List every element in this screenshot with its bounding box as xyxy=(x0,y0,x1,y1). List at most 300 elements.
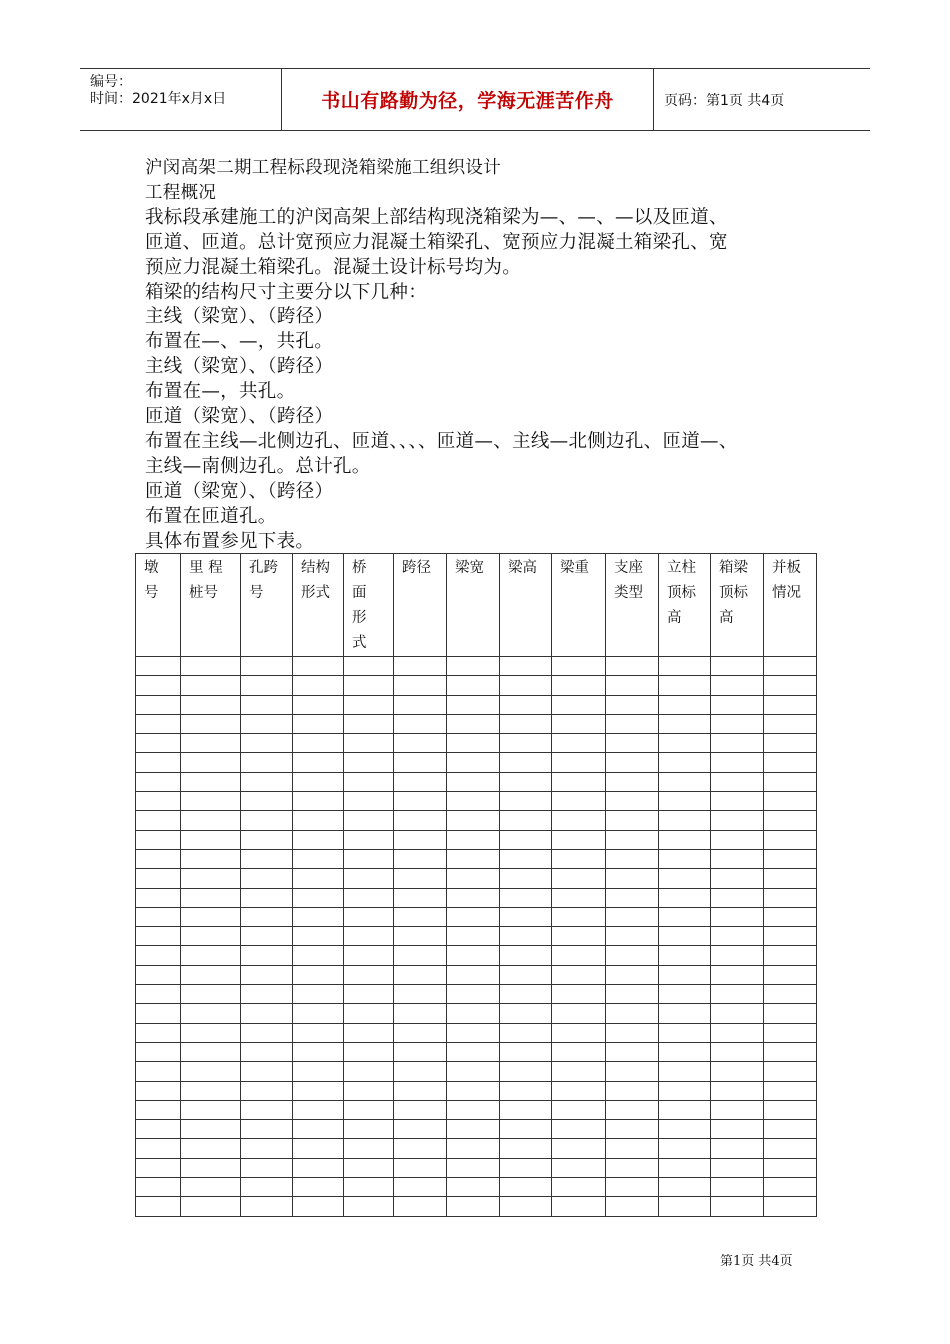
table-cell xyxy=(659,946,711,965)
table-cell xyxy=(447,1120,500,1139)
table-cell xyxy=(606,1197,659,1216)
table-cell xyxy=(659,695,711,714)
table-cell xyxy=(136,1081,181,1100)
table-cell xyxy=(394,907,447,926)
table-row xyxy=(136,830,817,849)
table-cell xyxy=(344,1178,394,1197)
table-cell xyxy=(447,985,500,1004)
table-row xyxy=(136,1004,817,1023)
table-cell xyxy=(447,1100,500,1119)
table-cell xyxy=(711,753,764,772)
table-cell xyxy=(500,1004,552,1023)
table-cell xyxy=(136,869,181,888)
table-cell xyxy=(447,830,500,849)
table-cell xyxy=(136,985,181,1004)
table-cell xyxy=(711,1139,764,1158)
table-cell xyxy=(659,714,711,733)
table-cell xyxy=(394,869,447,888)
table-row xyxy=(136,1100,817,1119)
table-cell xyxy=(606,676,659,695)
table-row xyxy=(136,1178,817,1197)
table-cell xyxy=(500,1178,552,1197)
table-cell xyxy=(606,1004,659,1023)
table-cell xyxy=(293,714,344,733)
table-cell xyxy=(764,869,817,888)
table-cell xyxy=(764,1139,817,1158)
table-cell xyxy=(344,907,394,926)
table-cell xyxy=(500,985,552,1004)
table-cell xyxy=(500,772,552,791)
table-row xyxy=(136,965,817,984)
table-cell xyxy=(447,965,500,984)
table-cell xyxy=(659,849,711,868)
table-cell xyxy=(181,1062,241,1081)
table-cell xyxy=(344,965,394,984)
table-cell xyxy=(181,1023,241,1042)
table-cell xyxy=(293,869,344,888)
table-cell xyxy=(293,676,344,695)
table-cell xyxy=(394,714,447,733)
table-cell xyxy=(136,811,181,830)
table-cell xyxy=(764,676,817,695)
table-cell xyxy=(344,1197,394,1216)
table-cell xyxy=(293,1139,344,1158)
table-cell xyxy=(181,1042,241,1061)
table-cell xyxy=(241,1100,293,1119)
table-header-cell: 立柱 顶标 高 xyxy=(659,554,711,657)
table-cell xyxy=(552,869,606,888)
table-cell xyxy=(711,811,764,830)
table-cell xyxy=(500,811,552,830)
table-row xyxy=(136,869,817,888)
table-cell xyxy=(711,869,764,888)
table-cell xyxy=(711,1100,764,1119)
table-cell xyxy=(394,888,447,907)
table-cell xyxy=(606,1023,659,1042)
table-cell xyxy=(344,888,394,907)
table-cell xyxy=(181,849,241,868)
table-cell xyxy=(552,1081,606,1100)
table-cell xyxy=(447,772,500,791)
table-header-cell: 孔跨 号 xyxy=(241,554,293,657)
table-cell xyxy=(181,695,241,714)
table-cell xyxy=(764,792,817,811)
table-cell xyxy=(764,1004,817,1023)
table-cell xyxy=(552,830,606,849)
table-cell xyxy=(500,869,552,888)
table-cell xyxy=(136,1042,181,1061)
table-cell xyxy=(764,714,817,733)
table-cell xyxy=(447,869,500,888)
table-cell xyxy=(344,1120,394,1139)
table-cell xyxy=(764,695,817,714)
paragraph: 具体布置参见下表。 xyxy=(145,530,315,552)
table-cell xyxy=(293,1158,344,1177)
table-cell xyxy=(552,888,606,907)
table-cell xyxy=(394,1139,447,1158)
table-cell xyxy=(241,849,293,868)
table-cell xyxy=(552,734,606,753)
table-cell xyxy=(293,927,344,946)
table-cell xyxy=(447,734,500,753)
table-cell xyxy=(659,734,711,753)
table-cell xyxy=(344,676,394,695)
table-cell xyxy=(659,1042,711,1061)
table-cell xyxy=(711,734,764,753)
table-cell xyxy=(764,772,817,791)
table-cell xyxy=(181,927,241,946)
table-cell xyxy=(711,1042,764,1061)
page-header xyxy=(80,68,870,131)
table-cell xyxy=(293,849,344,868)
table-cell xyxy=(241,907,293,926)
table-row xyxy=(136,985,817,1004)
table-cell xyxy=(241,734,293,753)
table-cell xyxy=(293,985,344,1004)
table-row xyxy=(136,1042,817,1061)
table-cell xyxy=(659,869,711,888)
table-cell xyxy=(500,830,552,849)
table-cell xyxy=(606,1042,659,1061)
table-cell xyxy=(500,1197,552,1216)
table-cell xyxy=(181,1081,241,1100)
table-cell xyxy=(394,1042,447,1061)
table-cell xyxy=(711,985,764,1004)
table-cell xyxy=(293,772,344,791)
table-cell xyxy=(764,734,817,753)
table-cell xyxy=(344,792,394,811)
table-cell xyxy=(552,907,606,926)
table-cell xyxy=(711,1178,764,1197)
table-cell xyxy=(552,772,606,791)
document-body xyxy=(145,156,835,555)
table-cell xyxy=(552,985,606,1004)
table-cell xyxy=(447,811,500,830)
table-cell xyxy=(447,753,500,772)
table-cell xyxy=(764,1100,817,1119)
table-cell xyxy=(764,907,817,926)
table-cell xyxy=(344,714,394,733)
table-cell xyxy=(606,869,659,888)
table-cell xyxy=(181,907,241,926)
table-cell xyxy=(136,1023,181,1042)
table-cell xyxy=(293,1197,344,1216)
table-cell xyxy=(606,734,659,753)
table-cell xyxy=(606,985,659,1004)
table-cell xyxy=(344,1062,394,1081)
table-cell xyxy=(606,657,659,676)
table-cell xyxy=(394,1062,447,1081)
table-cell xyxy=(711,714,764,733)
table-cell xyxy=(136,1004,181,1023)
table-cell xyxy=(241,676,293,695)
table-cell xyxy=(447,927,500,946)
table-cell xyxy=(293,734,344,753)
table-cell xyxy=(293,657,344,676)
table-cell xyxy=(764,1062,817,1081)
table-cell xyxy=(136,1120,181,1139)
section-heading: 工程概况 xyxy=(145,182,217,203)
table-cell xyxy=(241,1158,293,1177)
table-row xyxy=(136,1158,817,1177)
table-row xyxy=(136,1139,817,1158)
table-cell xyxy=(552,1042,606,1061)
table-cell xyxy=(181,1004,241,1023)
table-cell xyxy=(181,1100,241,1119)
table-cell xyxy=(394,1120,447,1139)
table-cell xyxy=(181,1158,241,1177)
table-cell xyxy=(181,1139,241,1158)
table-cell xyxy=(447,676,500,695)
table-cell xyxy=(606,1158,659,1177)
table-cell xyxy=(764,830,817,849)
table-cell xyxy=(241,1062,293,1081)
table-cell xyxy=(136,1178,181,1197)
table-cell xyxy=(659,907,711,926)
table-cell xyxy=(500,1139,552,1158)
table-header-cell: 支座 类型 xyxy=(606,554,659,657)
table-cell xyxy=(394,734,447,753)
document-title: 沪闵高架二期工程标段现浇箱梁施工组织设计 xyxy=(145,158,501,178)
table-header-cell: 跨径 xyxy=(394,554,447,657)
table-cell xyxy=(344,869,394,888)
table-cell xyxy=(136,1158,181,1177)
table-cell xyxy=(552,849,606,868)
table-cell xyxy=(764,849,817,868)
table-cell xyxy=(344,1004,394,1023)
paragraph: 布置在—，共孔。 xyxy=(145,381,296,403)
table-cell xyxy=(447,792,500,811)
paragraph: 布置在主线—北侧边孔、匝道、、、、匝道—、主线—北侧边孔、匝道—、 xyxy=(145,430,738,452)
header-meta xyxy=(80,69,282,130)
table-cell xyxy=(447,946,500,965)
table-cell xyxy=(500,1120,552,1139)
table-cell xyxy=(606,753,659,772)
table-cell xyxy=(606,1120,659,1139)
table-cell xyxy=(606,1139,659,1158)
table-cell xyxy=(500,714,552,733)
table-cell xyxy=(447,1042,500,1061)
table-cell xyxy=(711,772,764,791)
table-cell xyxy=(241,1178,293,1197)
table-cell xyxy=(394,1081,447,1100)
table-cell xyxy=(552,1158,606,1177)
table-cell xyxy=(500,946,552,965)
table-cell xyxy=(447,1197,500,1216)
table-cell xyxy=(181,1178,241,1197)
table-cell xyxy=(344,1100,394,1119)
table-cell xyxy=(606,811,659,830)
table-header-cell: 墩 号 xyxy=(136,554,181,657)
table-cell xyxy=(764,1158,817,1177)
table-cell xyxy=(344,946,394,965)
table-cell xyxy=(344,1023,394,1042)
table-cell xyxy=(552,1023,606,1042)
table-row xyxy=(136,1062,817,1081)
table-cell xyxy=(136,753,181,772)
table-cell xyxy=(500,1023,552,1042)
table-cell xyxy=(606,888,659,907)
table-cell xyxy=(552,1139,606,1158)
table-cell xyxy=(136,965,181,984)
table-cell xyxy=(764,1081,817,1100)
table-cell xyxy=(344,985,394,1004)
table-cell xyxy=(344,849,394,868)
table-cell xyxy=(136,946,181,965)
table-cell xyxy=(606,830,659,849)
table-cell xyxy=(241,1023,293,1042)
table-cell xyxy=(500,1081,552,1100)
table-cell xyxy=(764,1197,817,1216)
table-cell xyxy=(552,1120,606,1139)
table-cell xyxy=(500,927,552,946)
table-cell xyxy=(659,1100,711,1119)
table-cell xyxy=(500,1158,552,1177)
table-cell xyxy=(241,772,293,791)
table-cell xyxy=(293,1004,344,1023)
table-cell xyxy=(136,714,181,733)
table-cell xyxy=(552,657,606,676)
paragraph: 匝道（梁宽）、（跨径） xyxy=(145,406,334,428)
table-cell xyxy=(764,1178,817,1197)
table-cell xyxy=(136,1100,181,1119)
table-cell xyxy=(659,676,711,695)
table-cell xyxy=(659,1081,711,1100)
table-cell xyxy=(659,792,711,811)
table-cell xyxy=(500,1100,552,1119)
table-cell xyxy=(447,1004,500,1023)
table-cell xyxy=(711,676,764,695)
table-cell xyxy=(394,849,447,868)
table-cell xyxy=(659,1062,711,1081)
time-label: 时间：2021年x月x日 xyxy=(90,91,227,107)
table-cell xyxy=(711,907,764,926)
table-cell xyxy=(606,714,659,733)
table-cell xyxy=(394,676,447,695)
page-footer: 第1页 共4页 xyxy=(720,1254,793,1269)
table-cell xyxy=(136,849,181,868)
table-cell xyxy=(552,1197,606,1216)
table-cell xyxy=(659,965,711,984)
table-cell xyxy=(293,946,344,965)
table-cell xyxy=(500,676,552,695)
table-cell xyxy=(344,927,394,946)
table-cell xyxy=(606,927,659,946)
table-cell xyxy=(181,1120,241,1139)
table-cell xyxy=(500,1062,552,1081)
table-cell xyxy=(293,830,344,849)
table-cell xyxy=(659,888,711,907)
table-cell xyxy=(711,1120,764,1139)
table-row xyxy=(136,927,817,946)
table-cell xyxy=(394,1004,447,1023)
table-cell xyxy=(764,1023,817,1042)
table-cell xyxy=(659,1178,711,1197)
table-cell xyxy=(394,792,447,811)
table-cell xyxy=(394,1158,447,1177)
paragraph: 布置在—、—，共孔。 xyxy=(145,331,334,353)
table-header-cell: 结构 形式 xyxy=(293,554,344,657)
table-cell xyxy=(659,1023,711,1042)
table-cell xyxy=(606,946,659,965)
table-cell xyxy=(552,946,606,965)
table-cell xyxy=(181,830,241,849)
table-cell xyxy=(181,888,241,907)
table-cell xyxy=(711,1004,764,1023)
table-cell xyxy=(181,753,241,772)
table-cell xyxy=(764,927,817,946)
table-cell xyxy=(500,965,552,984)
table-cell xyxy=(659,927,711,946)
table-cell xyxy=(293,1062,344,1081)
table-cell xyxy=(606,965,659,984)
table-cell xyxy=(241,1197,293,1216)
table-cell xyxy=(344,1158,394,1177)
table-cell xyxy=(241,1081,293,1100)
table-cell xyxy=(293,811,344,830)
table-cell xyxy=(293,965,344,984)
table-cell xyxy=(500,907,552,926)
table-row xyxy=(136,849,817,868)
table-cell xyxy=(659,1197,711,1216)
table-cell xyxy=(241,714,293,733)
table-cell xyxy=(293,1178,344,1197)
table-cell xyxy=(394,1100,447,1119)
table-cell xyxy=(394,965,447,984)
table-cell xyxy=(711,1081,764,1100)
table-cell xyxy=(293,907,344,926)
table-cell xyxy=(181,676,241,695)
table-row xyxy=(136,1197,817,1216)
table-cell xyxy=(552,792,606,811)
table-cell xyxy=(136,907,181,926)
table-cell xyxy=(552,1100,606,1119)
table-row xyxy=(136,695,817,714)
table-cell xyxy=(241,965,293,984)
table-cell xyxy=(241,1139,293,1158)
table-cell xyxy=(394,946,447,965)
table-cell xyxy=(293,1120,344,1139)
table-cell xyxy=(394,753,447,772)
table-body xyxy=(136,657,817,1217)
table-cell xyxy=(136,772,181,791)
table-row xyxy=(136,907,817,926)
table-cell xyxy=(241,657,293,676)
table-cell xyxy=(136,1062,181,1081)
table-cell xyxy=(711,1158,764,1177)
table-cell xyxy=(241,888,293,907)
table-cell xyxy=(181,811,241,830)
table-cell xyxy=(181,1197,241,1216)
table-cell xyxy=(344,734,394,753)
table-cell xyxy=(552,676,606,695)
table-cell xyxy=(394,1197,447,1216)
table-cell xyxy=(606,1062,659,1081)
table-row xyxy=(136,714,817,733)
table-cell xyxy=(552,753,606,772)
table-header-cell: 箱梁 顶标 高 xyxy=(711,554,764,657)
table-cell xyxy=(181,772,241,791)
table-cell xyxy=(711,849,764,868)
header-motto: 书山有路勤为径，学海无涯苦作舟 xyxy=(282,69,654,130)
table-cell xyxy=(136,676,181,695)
table-cell xyxy=(764,946,817,965)
table-cell xyxy=(447,907,500,926)
table-cell xyxy=(659,753,711,772)
table-cell xyxy=(136,888,181,907)
table-cell xyxy=(136,734,181,753)
table-cell xyxy=(293,753,344,772)
